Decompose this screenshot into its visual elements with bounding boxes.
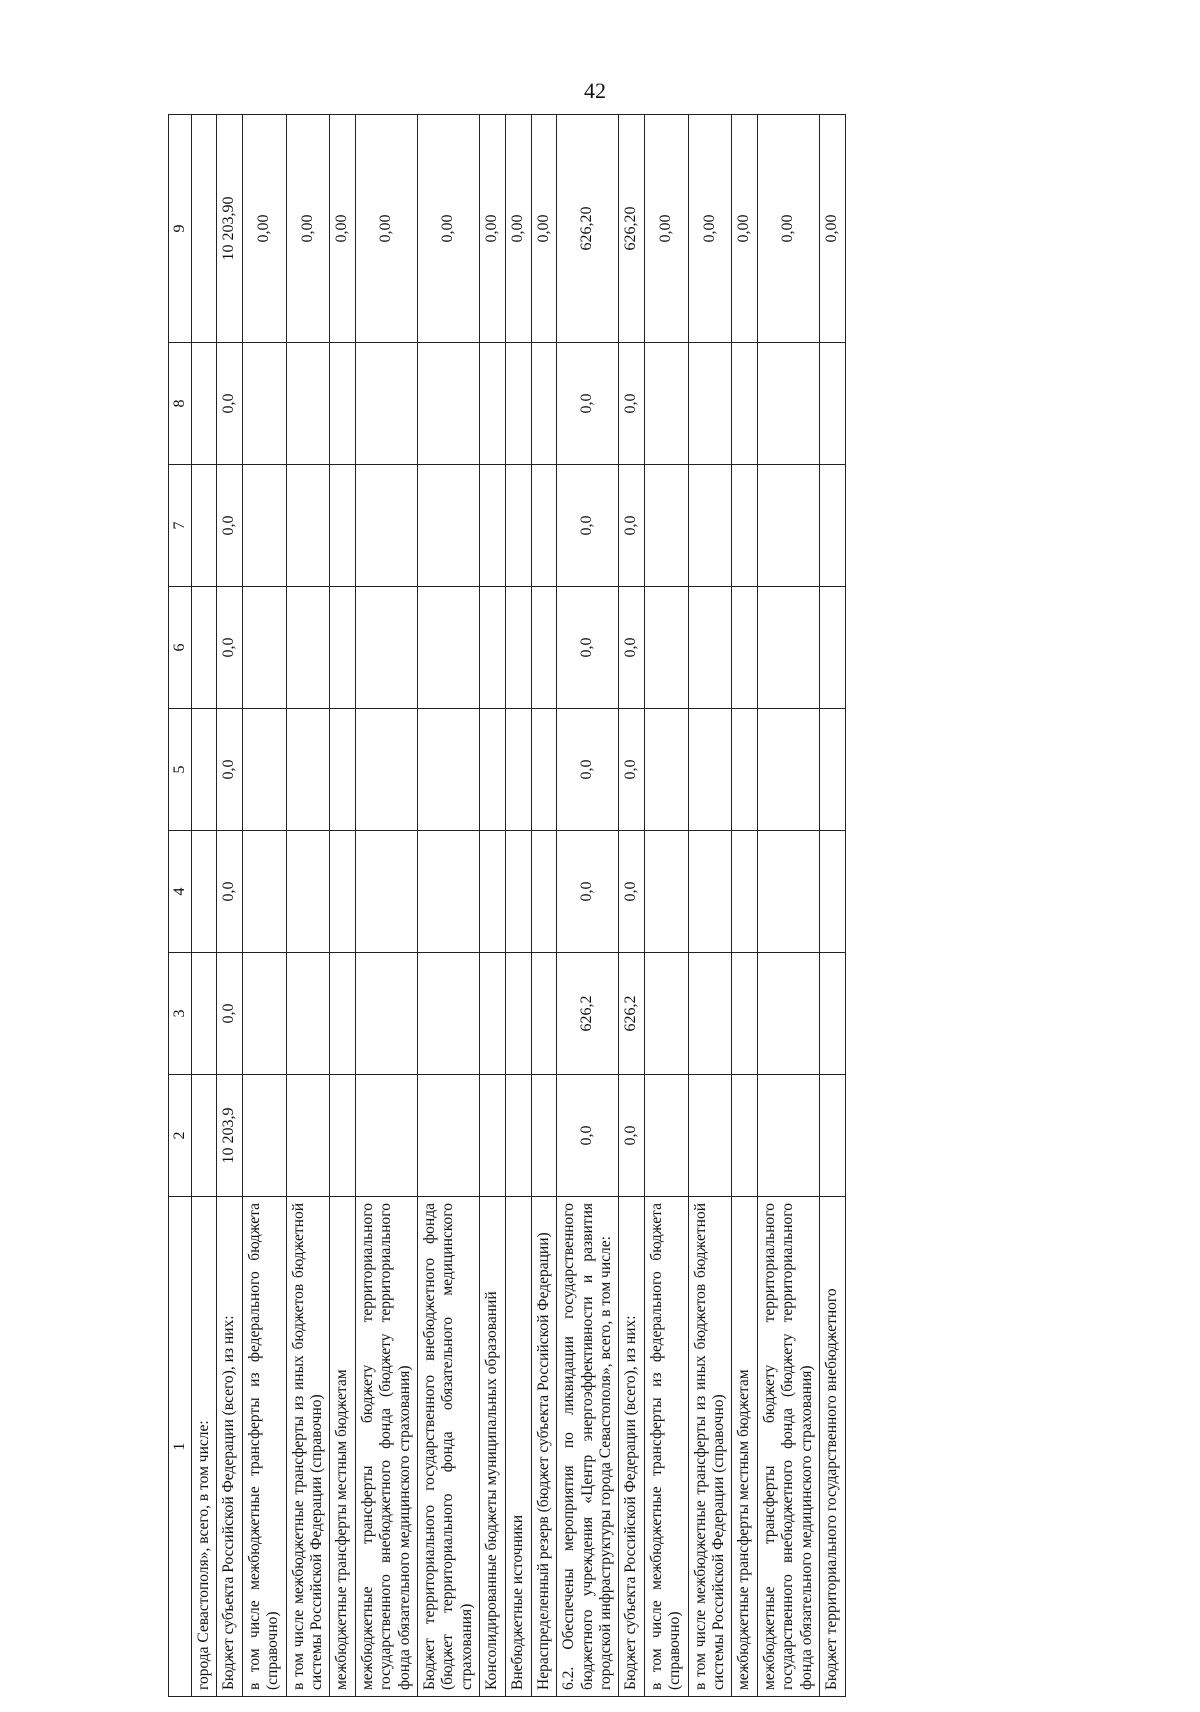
cell-col-9: 0,00 xyxy=(479,115,505,343)
cell-col-5 xyxy=(192,709,217,831)
table-row xyxy=(286,115,330,1697)
cell-col-2 xyxy=(732,1075,758,1197)
cell-col-7 xyxy=(732,465,758,587)
cell-col-9: 10 203,90 xyxy=(217,115,243,343)
row-label: 6.2. Обеспечены мероприятия по ликвидации государственного бюджетного учреждения «Центр энергоэффективности и развития городской инфраструктуры города Севастополя», всего, в том числе: xyxy=(557,1197,619,1697)
cell-col-4 xyxy=(192,831,217,953)
cell-col-5 xyxy=(820,709,846,831)
table-row xyxy=(820,115,846,1697)
cell-col-4 xyxy=(479,831,505,953)
table-row xyxy=(243,115,287,1697)
column-header-6: 6 xyxy=(169,587,192,709)
cell-col-3 xyxy=(820,953,846,1075)
table-row xyxy=(192,115,217,1697)
cell-col-7 xyxy=(820,465,846,587)
column-header-2: 2 xyxy=(169,1075,192,1197)
cell-col-6 xyxy=(531,587,557,709)
cell-col-5 xyxy=(732,709,758,831)
cell-col-9: 0,00 xyxy=(732,115,758,343)
table-row xyxy=(479,115,505,1697)
cell-col-6 xyxy=(192,587,217,709)
cell-col-5 xyxy=(479,709,505,831)
column-header-5: 5 xyxy=(169,709,192,831)
cell-col-7: 0,0 xyxy=(557,465,619,587)
cell-col-4 xyxy=(758,831,820,953)
cell-col-8: 0,0 xyxy=(217,343,243,465)
cell-col-9: 626,20 xyxy=(557,115,619,343)
cell-col-8 xyxy=(479,343,505,465)
cell-col-6: 0,0 xyxy=(557,587,619,709)
cell-col-8: 0,0 xyxy=(557,343,619,465)
cell-col-2 xyxy=(688,1075,732,1197)
cell-col-8: 0,0 xyxy=(619,343,645,465)
table-row xyxy=(645,115,689,1697)
cell-col-2 xyxy=(418,1075,480,1197)
table-row xyxy=(505,115,531,1697)
cell-col-4 xyxy=(243,831,287,953)
cell-col-4: 0,0 xyxy=(557,831,619,953)
cell-col-2 xyxy=(192,1075,217,1197)
column-header-8: 8 xyxy=(169,343,192,465)
cell-col-3 xyxy=(688,953,732,1075)
cell-col-6 xyxy=(820,587,846,709)
cell-col-4 xyxy=(820,831,846,953)
cell-col-7 xyxy=(418,465,480,587)
cell-col-2 xyxy=(356,1075,418,1197)
cell-col-2: 10 203,9 xyxy=(217,1075,243,1197)
cell-col-3: 0,0 xyxy=(217,953,243,1075)
row-label: Бюджет субъекта Российской Федерации (всего), из них: xyxy=(217,1197,243,1697)
cell-col-4 xyxy=(356,831,418,953)
cell-col-7 xyxy=(645,465,689,587)
cell-col-6 xyxy=(645,587,689,709)
row-label: межбюджетные трансферты бюджету территориального государственного внебюджетного фонда (бюджету территориального фонда обязательного медицинского страхования) xyxy=(758,1197,820,1697)
cell-col-5: 0,0 xyxy=(217,709,243,831)
cell-col-9: 0,00 xyxy=(286,115,330,343)
page-number: 42 xyxy=(584,78,606,103)
cell-col-3 xyxy=(418,953,480,1075)
cell-col-9: 0,00 xyxy=(688,115,732,343)
cell-col-7 xyxy=(531,465,557,587)
cell-col-3 xyxy=(356,953,418,1075)
table-row xyxy=(619,115,645,1697)
cell-col-2 xyxy=(243,1075,287,1197)
cell-col-7: 0,0 xyxy=(619,465,645,587)
cell-col-9 xyxy=(192,115,217,343)
cell-col-7 xyxy=(688,465,732,587)
cell-col-6: 0,0 xyxy=(217,587,243,709)
cell-col-6 xyxy=(505,587,531,709)
cell-col-3 xyxy=(531,953,557,1075)
cell-col-9: 0,00 xyxy=(356,115,418,343)
cell-col-6 xyxy=(688,587,732,709)
cell-col-6 xyxy=(758,587,820,709)
cell-col-8 xyxy=(243,343,287,465)
row-label: Нераспределенный резерв (бюджет субъекта Российской Федерации) xyxy=(531,1197,557,1697)
cell-col-4 xyxy=(645,831,689,953)
cell-col-7 xyxy=(505,465,531,587)
cell-col-8 xyxy=(688,343,732,465)
cell-col-3 xyxy=(732,953,758,1075)
cell-col-9: 0,00 xyxy=(820,115,846,343)
cell-col-4 xyxy=(286,831,330,953)
row-label: Внебюджетные источники xyxy=(505,1197,531,1697)
table-row xyxy=(758,115,820,1697)
table-container xyxy=(168,115,1118,1697)
cell-col-3 xyxy=(286,953,330,1075)
cell-col-2 xyxy=(820,1075,846,1197)
table-row xyxy=(688,115,732,1697)
cell-col-2 xyxy=(645,1075,689,1197)
cell-col-9: 0,00 xyxy=(531,115,557,343)
budget-table xyxy=(168,114,846,1697)
cell-col-4: 0,0 xyxy=(217,831,243,953)
column-header-9: 9 xyxy=(169,115,192,343)
table-row xyxy=(356,115,418,1697)
cell-col-5 xyxy=(330,709,356,831)
table-row xyxy=(557,115,619,1697)
row-label: межбюджетные трансферты местным бюджетам xyxy=(330,1197,356,1697)
cell-col-5 xyxy=(688,709,732,831)
cell-col-8 xyxy=(732,343,758,465)
cell-col-7 xyxy=(192,465,217,587)
cell-col-6: 0,0 xyxy=(619,587,645,709)
cell-col-4 xyxy=(330,831,356,953)
cell-col-9: 0,00 xyxy=(330,115,356,343)
cell-col-5 xyxy=(286,709,330,831)
cell-col-2 xyxy=(286,1075,330,1197)
cell-col-5 xyxy=(243,709,287,831)
cell-col-7: 0,0 xyxy=(217,465,243,587)
cell-col-2: 0,0 xyxy=(557,1075,619,1197)
row-label: в том числе межбюджетные трансферты из федерального бюджета (справочно) xyxy=(243,1197,287,1697)
cell-col-7 xyxy=(286,465,330,587)
cell-col-4 xyxy=(732,831,758,953)
cell-col-8 xyxy=(758,343,820,465)
cell-col-4: 0,0 xyxy=(619,831,645,953)
cell-col-6 xyxy=(479,587,505,709)
cell-col-6 xyxy=(330,587,356,709)
cell-col-8 xyxy=(645,343,689,465)
cell-col-8 xyxy=(286,343,330,465)
cell-col-6 xyxy=(356,587,418,709)
rotated-table-frame xyxy=(168,115,1118,1697)
cell-col-3 xyxy=(479,953,505,1075)
cell-col-4 xyxy=(505,831,531,953)
cell-col-5: 0,0 xyxy=(619,709,645,831)
cell-col-5 xyxy=(356,709,418,831)
row-label: Консолидированные бюджеты муниципальных образований xyxy=(479,1197,505,1697)
cell-col-7 xyxy=(356,465,418,587)
cell-col-6 xyxy=(732,587,758,709)
cell-col-3 xyxy=(330,953,356,1075)
cell-col-6 xyxy=(286,587,330,709)
column-header-4: 4 xyxy=(169,831,192,953)
cell-col-2 xyxy=(479,1075,505,1197)
row-label: Бюджет территориального государственного внебюджетного фонда (бюджет территориального фонда обязательного медицинского страхования) xyxy=(418,1197,480,1697)
cell-col-9: 0,00 xyxy=(645,115,689,343)
cell-col-9: 626,20 xyxy=(619,115,645,343)
cell-col-8 xyxy=(330,343,356,465)
cell-col-7 xyxy=(758,465,820,587)
cell-col-5 xyxy=(531,709,557,831)
cell-col-8 xyxy=(820,343,846,465)
cell-col-3 xyxy=(645,953,689,1075)
cell-col-6 xyxy=(243,587,287,709)
cell-col-8 xyxy=(192,343,217,465)
cell-col-9: 0,00 xyxy=(505,115,531,343)
cell-col-5: 0,0 xyxy=(557,709,619,831)
row-label: межбюджетные трансферты местным бюджетам xyxy=(732,1197,758,1697)
cell-col-3 xyxy=(243,953,287,1075)
cell-col-5 xyxy=(505,709,531,831)
cell-col-2 xyxy=(505,1075,531,1197)
cell-col-2 xyxy=(758,1075,820,1197)
row-label: Бюджет территориального государственного внебюджетного xyxy=(820,1197,846,1697)
cell-col-5 xyxy=(645,709,689,831)
cell-col-5 xyxy=(418,709,480,831)
row-label: Бюджет субъекта Российской Федерации (всего), из них: xyxy=(619,1197,645,1697)
column-header-7: 7 xyxy=(169,465,192,587)
cell-col-2: 0,0 xyxy=(619,1075,645,1197)
row-label: в том числе межбюджетные трансферты из иных бюджетов бюджетной системы Российской Федерации (справочно) xyxy=(688,1197,732,1697)
cell-col-3: 626,2 xyxy=(557,953,619,1075)
cell-col-2 xyxy=(531,1075,557,1197)
cell-col-6 xyxy=(418,587,480,709)
cell-col-4 xyxy=(418,831,480,953)
cell-col-7 xyxy=(243,465,287,587)
cell-col-4 xyxy=(688,831,732,953)
cell-col-9: 0,00 xyxy=(243,115,287,343)
row-label: в том числе межбюджетные трансферты из иных бюджетов бюджетной системы Российской Федерации (справочно) xyxy=(286,1197,330,1697)
table-row xyxy=(531,115,557,1697)
table-row xyxy=(732,115,758,1697)
cell-col-9: 0,00 xyxy=(418,115,480,343)
cell-col-7 xyxy=(330,465,356,587)
row-label: в том числе межбюджетные трансферты из федерального бюджета (справочно) xyxy=(645,1197,689,1697)
cell-col-3: 626,2 xyxy=(619,953,645,1075)
header-row xyxy=(169,115,192,1697)
cell-col-8 xyxy=(505,343,531,465)
cell-col-9: 0,00 xyxy=(758,115,820,343)
cell-col-8 xyxy=(356,343,418,465)
table-row xyxy=(330,115,356,1697)
cell-col-3 xyxy=(758,953,820,1075)
cell-col-3 xyxy=(505,953,531,1075)
row-label: межбюджетные трансферты бюджету территориального государственного внебюджетного фонда (бюджету территориального фонда обязательного медицинского страхования) xyxy=(356,1197,418,1697)
cell-col-8 xyxy=(531,343,557,465)
column-header-3: 3 xyxy=(169,953,192,1075)
cell-col-4 xyxy=(531,831,557,953)
table-row xyxy=(418,115,480,1697)
table-row xyxy=(217,115,243,1697)
cell-col-3 xyxy=(192,953,217,1075)
row-label: города Севастополя», всего, в том числе: xyxy=(192,1197,217,1697)
cell-col-8 xyxy=(418,343,480,465)
table-body xyxy=(169,115,846,1697)
column-header-1: 1 xyxy=(169,1197,192,1697)
cell-col-5 xyxy=(758,709,820,831)
cell-col-7 xyxy=(479,465,505,587)
cell-col-2 xyxy=(330,1075,356,1197)
